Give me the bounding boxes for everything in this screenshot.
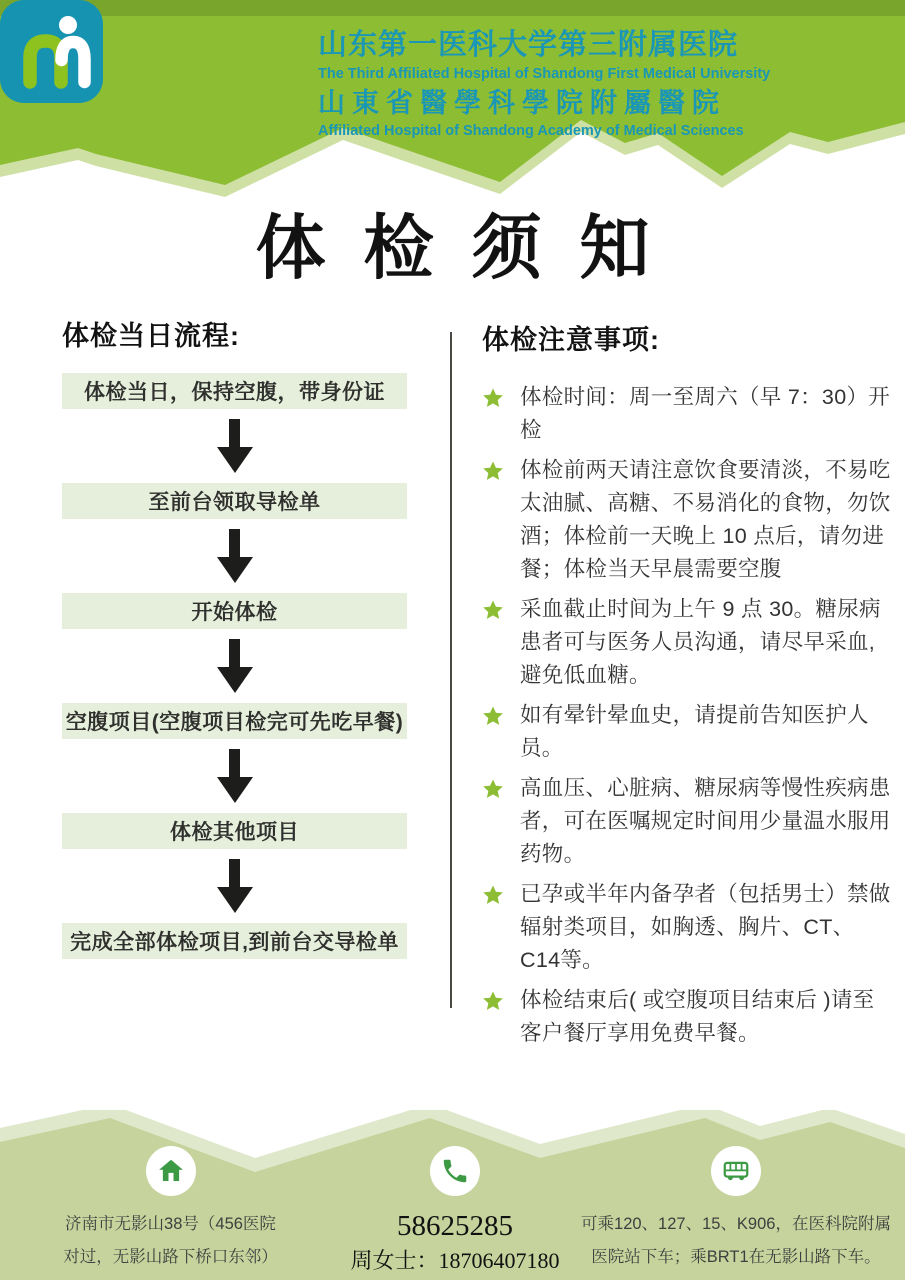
bus-line1: 可乘120、127、15、K906，在医科院附属 <box>581 1215 891 1233</box>
note-item <box>482 381 894 447</box>
flow-step-box <box>62 483 407 519</box>
exam-day-flow-section <box>62 314 407 959</box>
star-bullet-icon <box>482 599 504 621</box>
note-item <box>482 699 894 765</box>
star-bullet-icon <box>482 990 504 1012</box>
note-item <box>482 593 894 692</box>
flow-step-label: 体检当日，保持空腹，带身份证 <box>84 381 385 404</box>
note-item <box>482 878 894 977</box>
flow-step-box <box>62 593 407 629</box>
flow-step-box <box>62 703 407 739</box>
phone-contact: 周女士：18706407180 <box>350 1248 560 1273</box>
star-bullet-icon <box>482 705 504 727</box>
star-bullet-icon <box>482 460 504 482</box>
down-arrow-icon <box>62 629 407 703</box>
phone-icon <box>430 1146 480 1196</box>
note-item <box>482 454 894 586</box>
exam-notes-section <box>482 318 894 1057</box>
footer-bus-block <box>575 1146 897 1274</box>
page-title: 体检须知 <box>255 207 688 289</box>
star-bullet-icon <box>482 387 504 409</box>
bus-line2: 医院站下车；乘BRT1在无影山路下车。 <box>591 1248 881 1266</box>
hospital-name-en2: Affiliated Hospital of Shandong Academy of Medical Sciences <box>318 123 744 139</box>
note-text: 高血压、心脏病、糖尿病等慢性疾病患者，可在医嘱规定时间用少量温水服用药物。 <box>520 776 891 866</box>
note-text: 体检结束后( 或空腹项目结束后 )请至客户餐厅享用免费早餐。 <box>520 988 875 1045</box>
star-bullet-icon <box>482 778 504 800</box>
flow-step-label: 体检其他项目 <box>170 821 299 844</box>
flow-step-label: 空腹项目(空腹项目检完可先吃早餐) <box>65 711 404 734</box>
footer-address-block <box>28 1146 313 1274</box>
header-top-strip <box>0 0 905 16</box>
down-arrow-icon <box>62 409 407 483</box>
flow-step-label: 至前台领取导检单 <box>148 491 321 514</box>
flow-step-box <box>62 373 407 409</box>
hospital-name-en: The Third Affiliated Hospital of Shandong First Medical University <box>318 66 771 82</box>
home-icon <box>146 1146 196 1196</box>
bus-icon <box>711 1146 761 1196</box>
note-item <box>482 772 894 871</box>
down-arrow-icon <box>62 739 407 813</box>
phone-number: 58625285 <box>397 1210 513 1242</box>
note-item <box>482 984 894 1050</box>
star-bullet-icon <box>482 884 504 906</box>
flow-heading: 体检当日流程: <box>62 321 240 351</box>
note-text: 如有晕针晕血史，请提前告知医护人员。 <box>520 703 869 760</box>
notes-heading: 体检注意事项: <box>482 325 660 355</box>
note-text: 体检前两天请注意饮食要清淡，不易吃太油腻、高糖、不易消化的食物，勿饮酒；体检前一天晚上 10 点后，请勿进餐；体检当天早晨需要空腹 <box>520 458 891 581</box>
hospital-name-cn-traditional: 山東省醫學科學院附屬醫院 <box>318 88 726 118</box>
flow-step-label: 开始体检 <box>191 601 278 624</box>
hospital-logo-icon <box>0 0 103 103</box>
note-text: 采血截止时间为上午 9 点 30。糖尿病患者可与医务人员沟通，请尽早采血,避免低血糖。 <box>520 597 881 687</box>
flow-step-box <box>62 923 407 959</box>
address-line2: 对过，无影山路下桥口东邻） <box>63 1248 278 1266</box>
hospital-title-block <box>318 26 771 141</box>
down-arrow-icon <box>62 519 407 593</box>
down-arrow-icon <box>62 849 407 923</box>
note-text: 体检时间：周一至周六（早 7：30）开检 <box>520 385 891 442</box>
hospital-name-cn: 山东第一医科大学第三附属医院 <box>318 29 739 61</box>
address-line1: 济南市无影山38号（456医院 <box>65 1215 276 1233</box>
footer-phone-block <box>320 1146 590 1278</box>
note-text: 已孕或半年内备孕者（包括男士）禁做辐射类项目，如胸透、胸片、CT、C14等。 <box>520 882 891 972</box>
notes-list <box>482 381 894 1050</box>
flow-list <box>62 373 407 959</box>
column-divider <box>450 332 452 1008</box>
flow-step-box <box>62 813 407 849</box>
flow-step-label: 完成全部体检项目,到前台交导检单 <box>70 931 399 954</box>
header-banner <box>0 0 905 200</box>
footer-banner <box>0 1110 905 1280</box>
